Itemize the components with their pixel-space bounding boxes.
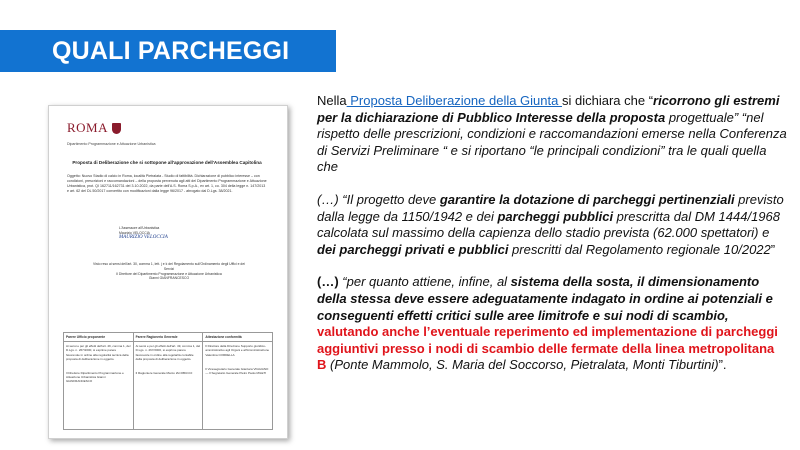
text-run-emphasis: dei parcheggi privati e pubblici [317, 241, 509, 257]
roma-logo-text: ROMA [67, 120, 109, 135]
opinions-table [63, 332, 273, 430]
text-run: previsto dalla legge da 1150/1942 e dei [317, 191, 784, 224]
text-run-emphasis: garantire la dotazione di parcheggi pertinenziali [439, 191, 735, 207]
slide-title: QUALI PARCHEGGI [0, 30, 336, 72]
paragraph-proposal [317, 93, 787, 176]
opinion-column-conformity [203, 333, 272, 429]
text-run: prescritta dal DM 1444/1968 calcolata sul massimo della capienza dello stadio prevista (62.000 spettatori) e [317, 208, 780, 241]
paragraph-parking-requirement [317, 192, 787, 258]
visti-text: Visto reso ai sensi dell'art. 30, comma 1, lett. j e k del Regolamento sull'Ordinamento degli Uffici e dei Servizi [93, 262, 245, 271]
assessor-role: L'Assessore all'Urbanistica [119, 226, 160, 230]
roma-crest-icon [112, 123, 121, 134]
text-run: ”. [718, 357, 727, 373]
text-run-emphasis: parcheggi pubblici [497, 208, 614, 224]
text-run: ” [770, 241, 776, 257]
opinion-text: Ai sensi e per gli effetti dell'art. 49, comma 1, del D.Lgs. n. 267/2000, si esprime parere favorevole in ordine alla regolarità tecnica della proposta di deliberazione in oggetto. [66, 344, 131, 361]
assessor-name: Maurizio VELOCCIA [119, 230, 150, 235]
document-department: Dipartimento Programmazione e Attuazione Urbanistica [67, 142, 156, 146]
opinion-text: Il Direttore della Direzione Supporto giuridico-amministrativo agli Organi e all'Amministrazione Valentina CORDELLA [205, 344, 270, 357]
opinion-header: Parere Ragioneria Generale [134, 333, 203, 342]
text-run-emphasis: sistema della sosta, il dimensionamento della stessa deve essere adeguatamente indagato in ordine ai potenziali e conseguenti effetti critici sulle aree limitrofe e sui nodi di scambio, [317, 274, 773, 323]
deliberation-document-thumbnail [48, 105, 288, 439]
opinion-signature: Il Ragioniere Generale Marco IACOBUCCI [135, 371, 193, 376]
assessor-signature-block [119, 226, 219, 240]
text-run: (Ponte Mammolo, S. Maria del Soccorso, Pietralata, Monti Tiburtini) [326, 357, 719, 373]
text-run: si dichiara che “ [561, 93, 654, 108]
document-heading: Proposta di Deliberazione che si sottopone all'approvazione dell'Assemblea Capitolina [72, 160, 262, 165]
opinion-text: Ai sensi e per gli effetti dell'art. 49, comma 1, del D.Lgs. n. 267/2000, si esprime parere favorevole in ordine alla regolarità contabile della proposta di deliberazione in oggetto. [135, 344, 201, 361]
opinion-signature: Il Vicesegretario Generale Gianluca VIGGIANO — Il Segretario Generale Pietro Paolo MILETI [205, 366, 269, 376]
text-run-highlight: valutando anche l’eventuale reperimento ed implementazione di parcheggi aggiuntivi presso i nodi di scambio delle fermate della linea metropolitana B [317, 324, 778, 373]
document-subject: Oggetto: Nuovo Stadio di calcio in Roma, località Pietralata - Studio di fattibilità. Dichiarazione di pubblico interesse – con condizioni, prescrizioni e raccomandazioni – della proposta pervenuta agli atti del Dipartimento Programmazione e Attuazione Urbanistica, prot. QI 162711/162731 del 3.10.2022, da parte dell'A.S. Roma S.p.A., ex art. 1, co. 304 della legge n. 147/2013 e art. 62 del DL 50/2017 convertito con modificazioni dalla legge 96/2017 - abrogato dal D.Lgs. 38/2021. [67, 174, 267, 193]
slide-body-text [317, 93, 787, 374]
text-run: (…) “Il progetto deve [317, 191, 440, 207]
visti-director-role: Il Direttore del Dipartimento Programmazione e Attuazione Urbanistica [116, 271, 222, 276]
opinion-header: Attestazione conformità [203, 333, 272, 342]
text-run: (…) [317, 274, 343, 290]
visti-block [89, 262, 249, 281]
text-run: Nella [317, 93, 347, 108]
opinion-column-accounting [134, 333, 204, 429]
visti-director-name: Gianni GIANFRANCESCO [148, 276, 190, 281]
opinion-signature: Il Direttore Dipartimento Programmazione e Attuazione Urbanistica Gianni GIANFRANCESCO [66, 371, 124, 384]
text-run: prescritti dal Regolamento regionale 10/2022 [508, 241, 771, 257]
opinion-header: Parere Ufficio proponente [64, 333, 133, 342]
proposal-link[interactable]: Proposta Deliberazione della Giunta [346, 93, 562, 108]
handwritten-signature: MAURIZIO VELOCCIA [119, 234, 168, 240]
opinion-column-office [64, 333, 134, 429]
roma-logo [67, 120, 121, 136]
text-run: “per quanto attiene, infine, al [342, 274, 511, 290]
paragraph-parking-system [317, 274, 787, 374]
text-run: progettuale” “nel rispetto delle prescrizioni, condizioni e raccomandazioni emerse nella Conferenza di Servizi Preliminare “ e si riportano “le principali condizioni” tra le quali quella che [317, 109, 787, 175]
text-run-emphasis: ricorrono gli estremi per la dichiarazione di Pubblico Interesse della proposta [317, 93, 780, 125]
